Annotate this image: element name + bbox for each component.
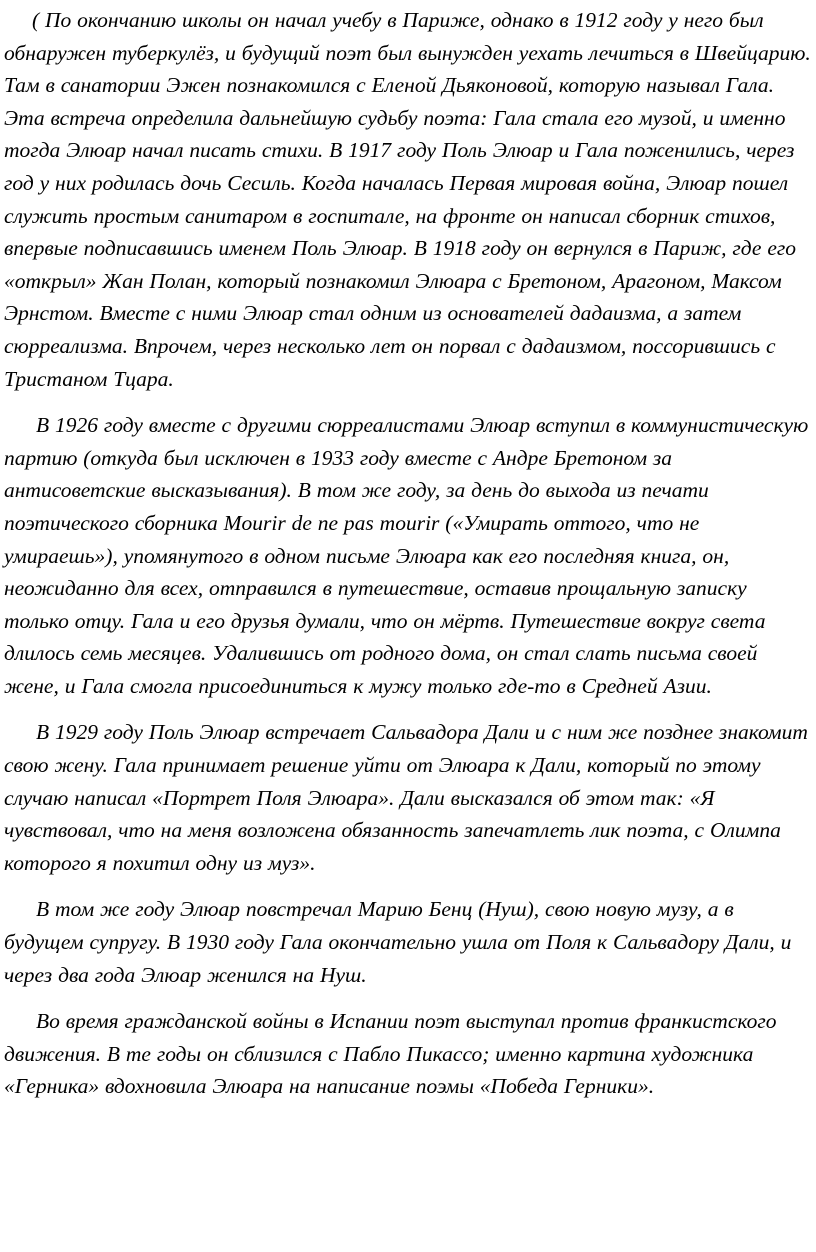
paragraph-early-life: ( По окончанию школы он начал учебу в Париже, однако в 1912 году у него был обнаружен туберкулёз, и будущий поэт был вынужден уехать лечиться в Швейцарию. Там в санатории Эжен познакомился с Еленой Дьяконовой, которую называл Гала. Эта встреча определила дальнейшую судьбу поэта: Гала стала его музой, и именно тогда Элюар начал писать стихи. В 1917 году Поль Элюар и Гала поженились, через год у них родилась дочь Сесиль. Когда началась Первая мировая война, Элюар пошел служить простым санитаром в госпитале, на фронте он написал сборник стихов, впервые подписавшись именем Поль Элюар. В 1918 году он вернулся в Париж, где его «открыл» Жан Полан, который познакомил Элюара с Бретоном, Арагоном, Максом Эрнстом. Вместе с ними Элюар стал одним из основателей дадаизма, а затем сюрреализма. Впрочем, через несколько лет он порвал с дадаизмом, поссорившись с Тристаном Тцара. [4, 8, 811, 391]
paragraph-communist-party: В 1926 году вместе с другими сюрреалистами Элюар вступил в коммунистическую партию (откуда был исключен в 1933 году вместе с Андре Бретоном за антисоветские высказывания). В том же году, за день до выхода из печати поэтического сборника Mourir de ne pas mourir («Умирать оттого, что не умираешь»), упомянутого в одном письме Элюара как его последняя книга, он, неожиданно для всех, отправился в путешествие, оставив прощальную записку только отцу. Гала и его друзья думали, что он мёртв. Путешествие вокруг света длилось семь месяцев. Удалившись от родного дома, он стал слать письма своей жене, и Гала смогла присоединиться к мужу только где-то в Средней Азии. [4, 413, 809, 698]
paragraph-spanish-war: Во время гражданской войны в Испании поэт выступал против франкистского движения. В те годы он сблизился с Пабло Пикассо; именно картина художника «Герника» вдохновила Элюара на написание поэмы «Победа Герники». [4, 1009, 777, 1099]
paragraph-nusch: В том же году Элюар повстречал Марию Бенц (Нуш), свою новую музу, а в будущем супругу. В 1930 году Гала окончательно ушла от Поля к Сальвадору Дали, и через два года Элюар женился на Нуш. [4, 897, 792, 987]
paragraph-dali-meeting: В 1929 году Поль Элюар встречает Сальвадора Дали и с ним же позднее знакомит свою жену. Гала принимает решение уйти от Элюара к Дали, который по этому случаю написал «Портрет Поля Элюара». Дали высказался об этом так: «Я чувствовал, что на меня возложена обязанность запечатлеть лик поэта, с Олимпа которого я похитил одну из муз». [4, 720, 808, 875]
